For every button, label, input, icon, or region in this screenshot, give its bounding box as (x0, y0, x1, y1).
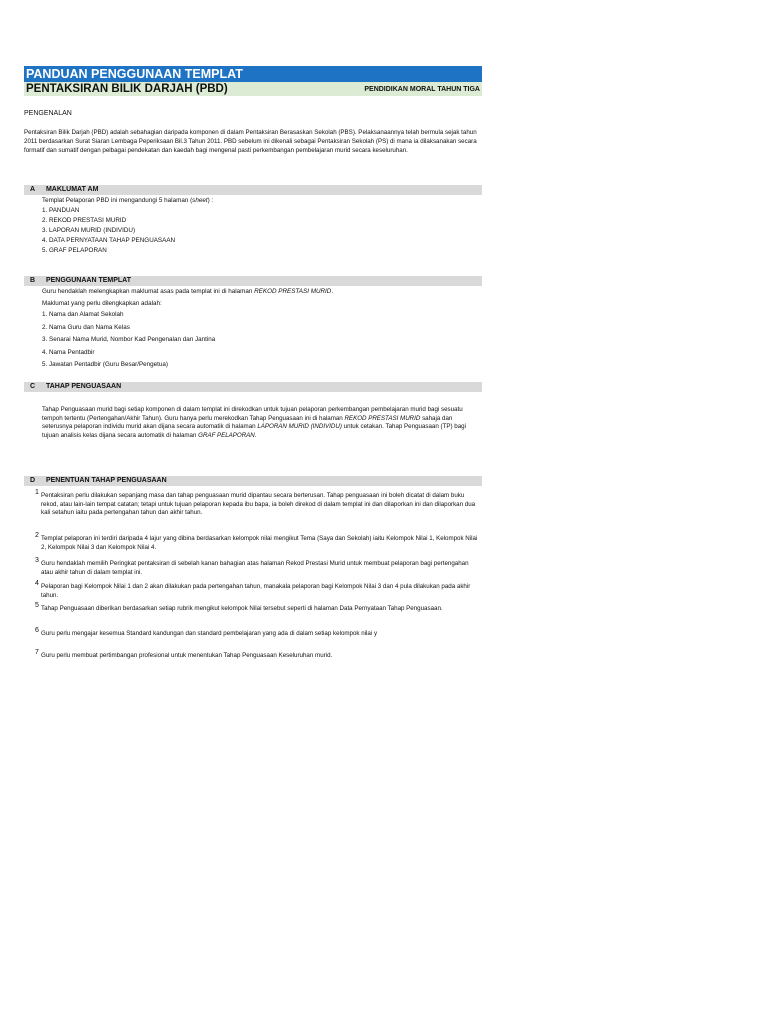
list-item: 2. Nama Guru dan Nama Kelas (42, 323, 130, 331)
subject-label: PENDIDIKAN MORAL TAHUN TIGA (364, 86, 480, 93)
section-c-title: TAHAP PENGUASAAN (45, 383, 122, 390)
list-item: 3 Guru hendaklah memilih Peringkat pentaksiran di sebelah kanan bahagian atas halaman Rekod Prestasi Murid untuk membuat pelaporan bagi pertengahan atau akhir tahun di dalam templat ini. (35, 557, 469, 576)
section-b-title: PENGGUNAAN TEMPLAT (45, 277, 131, 284)
intro-text: Pentaksiran Bilik Darjah (PBD) adalah sebahagian daripada komponen di dalam Pentaksiran Berasaskan Sekolah (PBS). Pelaksanaannya telah bermula sejak tahun 2011 berdasarkan Surat Siaran Lembaga Peperiksaan Bil.3 Tahun 2011. PBD sebelum ini dikenali sebagai Pentaksiran Sekolah (PS) di mana ia dilaksanakan secara formatif dan sumatif dengan pelbagai pendekatan dan kaedah bagi mengenal pasti perkembangan pembelajaran murid secara keseluruhan. (24, 129, 477, 154)
page-subtitle: PENTAKSIRAN BILIK DARJAH (PBD) (26, 83, 228, 95)
list-item: 2 Templat pelaporan ini terdiri daripada 4 lajur yang dibina berdasarkan kelompok nilai mengikut Tema (Saya dan Sekolah) iaitu Kelompok Nilai 1, Kelompok Nilai 2, Kelompok Nilai 3 dan Kelompok Nilai 4. (35, 532, 478, 551)
subtitle-bar (24, 82, 482, 96)
section-c-header (24, 382, 482, 392)
list-item: 3. Senarai Nama Murid, Nombor Kad Pengenalan dan Jantina (42, 336, 216, 343)
section-c-text: Tahap Penguasaan murid bagi setiap komponen di dalam templat ini direkodkan untuk tujuan pelaporan perkembangan pembelajaran murid bagi sesuatu tempoh tertentu (Pertengahan/Akhir Tahun). Guru hanya perlu merekodkan Tahap Penguasaan ini di halaman REKOD PRESTASI MURID sahaja dan seterusnya pelaporan individu murid akan dijana secara automatik di halaman LAPORAN MURID (INDIVIDU) untuk cetakan. Tahap Penguasaan (TP) bagi tujuan analisis kelas dijana secara automatik di halaman GRAF PELAPORAN. (42, 406, 466, 439)
list-item: 1. PANDUAN (42, 207, 80, 214)
list-item: 4. DATA PERNYATAAN TAHAP PENGUASAAN (42, 237, 176, 244)
list-item: 5 Tahap Penguasaan diberikan berdasarkan setiap rubrik mengikut kelompok Nilai tersebut seperti di halaman Data Pernyataan Tahap Penguasaan. (35, 602, 443, 612)
section-a-letter: A (30, 186, 36, 193)
list-item: 4. Nama Pentadbir (42, 348, 95, 356)
section-d-header (24, 476, 482, 486)
list-item: 5. GRAF PELAPORAN (42, 247, 107, 254)
section-a-lead: Templat Pelaporan PBD ini mengandungi 5 halaman (sheet) : (42, 197, 214, 204)
list-item: 3. LAPORAN MURID (INDIVIDU) (42, 227, 136, 234)
list-item: 7 Guru perlu membuat pertimbangan profesional untuk menentukan Tahap Penguasaan Keseluruhan murid. (35, 649, 333, 659)
page-title: PANDUAN PENGGUNAAN TEMPLAT (24, 66, 482, 82)
section-d-title: PENENTUAN TAHAP PENGUASAAN (45, 477, 167, 484)
section-b-letter: B (30, 277, 36, 284)
intro-heading: PENGENALAN (24, 110, 72, 117)
section-a-header (24, 185, 482, 195)
list-item: 4 Pelaporan bagi Kelompok Nilai 1 dan 2 akan dilakukan pada pertengahan tahun, manakala pelaporan bagi Kelompok Nilai 3 dan 4 pula dilakukan pada akhir tahun. (35, 580, 471, 599)
section-b-lead: Guru hendaklah melengkapkan maklumat asas pada templat ini di halaman REKOD PRESTASI MURID. (42, 288, 334, 295)
section-b-list (42, 287, 333, 373)
section-a-title: MAKLUMAT AM (45, 186, 99, 193)
list-item: 2. REKOD PRESTASI MURID (42, 217, 127, 224)
list-item: 1 Pentaksiran perlu dilakukan sepanjang masa dan tahap penguasaan murid dipantau secara berterusan. Tahap penguasaan ini boleh dicatat di dalam buku rekod, atau lain-lain tempat catatan; tetapi untuk tujuan pelaporan kepada ibu bapa, ia boleh direkod di dalam templat ini dan dilaporkan ini dan dilaporkan dua kali setahun iaitu pada pertengahan tahun dan akhir tahun. (35, 489, 476, 517)
section-d-letter: D (30, 477, 36, 484)
list-item: 1. Nama dan Alamat Sekolah (42, 311, 124, 318)
section-c-letter: C (30, 383, 36, 390)
list-item: 6 Guru perlu mengajar kesemua Standard kandungan dan standard pembelajaran yang ada di dalam setiap kelompok nilai y (35, 627, 378, 637)
section-a-list (42, 196, 213, 256)
list-item: 5. Jawatan Pentadbir (Guru Besar/Pengetua) (42, 361, 169, 368)
section-b-sub: Maklumat yang perlu dilengkapkan adalah: (42, 300, 162, 307)
header (24, 66, 482, 96)
section-b-header (24, 276, 482, 286)
